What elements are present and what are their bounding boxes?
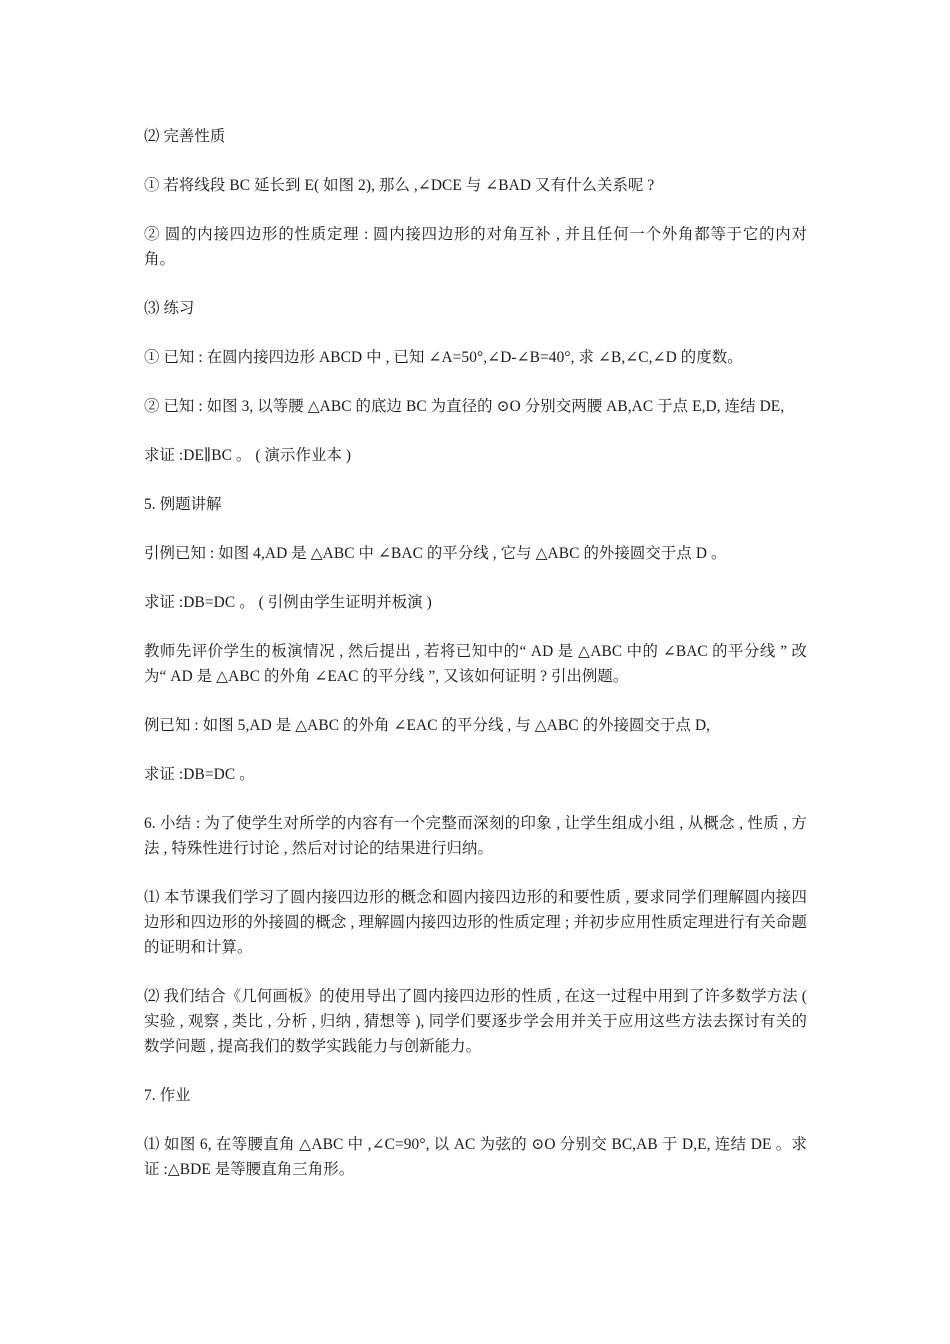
paragraph-summary-2: ⑵ 我们结合《几何画板》的使用导出了圆内接四边形的性质 , 在这一过程中用到了许多数学方法 ( 实验 , 观察 , 类比 , 分析 , 归纳 , 猜想等 ), 同学们要逐步学会用并关于应用这些方法去探讨有关的数学问题 , 提高我们的数学实践能力与创新能力。 (144, 988, 807, 1055)
paragraph-homework-1: ⑴ 如图 6, 在等腰直角 △ABC 中 ,∠C=90°, 以 AC 为弦的 ⊙O 分别交 BC,AB 于 D,E, 连结 DE 。求证 :△BDE 是等腰直角三角形。 (144, 1136, 807, 1178)
paragraph-example: 例已知 : 如图 5,AD 是 △ABC 的外角 ∠EAC 的平分线 , 与 △ABC 的外接圆交于点 D, (144, 717, 711, 734)
paragraph-lead-example: 引例已知 : 如图 4,AD 是 △ABC 中 ∠BAC 的平分线 , 它与 △ABC 的外接圆交于点 D 。 (144, 545, 727, 562)
paragraph-extend-bc-question: ① 若将线段 BC 延长到 E( 如图 2), 那么 ,∠DCE 与 ∠BAD 又有什么关系呢 ? (144, 177, 655, 194)
paragraph-practice-heading: ⑶ 练习 (144, 300, 195, 317)
paragraph-examples-heading: 5. 例题讲解 (144, 496, 222, 513)
paragraph-theorem: ② 圆的内接四边形的性质定理 : 圆内接四边形的对角互补 , 并且任何一个外角都等于它的内对角。 (144, 226, 807, 268)
paragraph-prove-de-parallel-bc: 求证 :DE∥BC 。 ( 演示作业本 ) (144, 447, 352, 464)
paragraph-practice-1: ① 已知 : 在圆内接四边形 ABCD 中 , 已知 ∠A=50°,∠D-∠B=40°, 求 ∠B,∠C,∠D 的度数。 (144, 349, 743, 366)
paragraph-example-proof: 求证 :DB=DC 。 (144, 766, 255, 783)
paragraph-summary-1: ⑴ 本节课我们学习了圆内接四边形的概念和圆内接四边形的和要性质 , 要求同学们理解圆内接四边形和四边形的外接圆的概念 , 理解圆内接四边形的性质定理 ; 并初步应用性质定理进行有关命题的证明和计算。 (144, 889, 807, 956)
paragraph-improve-properties-heading: ⑵ 完善性质 (144, 128, 226, 145)
paragraph-practice-2: ② 已知 : 如图 3, 以等腰 △ABC 的底边 BC 为直径的 ⊙O 分别交两腰 AB,AC 于点 E,D, 连结 DE, (144, 398, 785, 415)
paragraph-homework-heading: 7. 作业 (144, 1087, 191, 1104)
document-page (144, 124, 807, 1206)
paragraph-teacher-comment: 教师先评价学生的板演情况 , 然后提出 , 若将已知中的“ AD 是 △ABC 中的 ∠BAC 的平分线 ” 改为“ AD 是 △ABC 的外角 ∠EAC 的平分线 ”, 又该如何证明 ? 引出例题。 (144, 643, 807, 685)
paragraph-summary: 6. 小结 : 为了使学生对所学的内容有一个完整而深刻的印象 , 让学生组成小组 , 从概念 , 性质 , 方法 , 特殊性进行讨论 , 然后对讨论的结果进行归纳。 (144, 815, 807, 857)
paragraph-lead-example-proof: 求证 :DB=DC 。 ( 引例由学生证明并板演 ) (144, 594, 432, 611)
